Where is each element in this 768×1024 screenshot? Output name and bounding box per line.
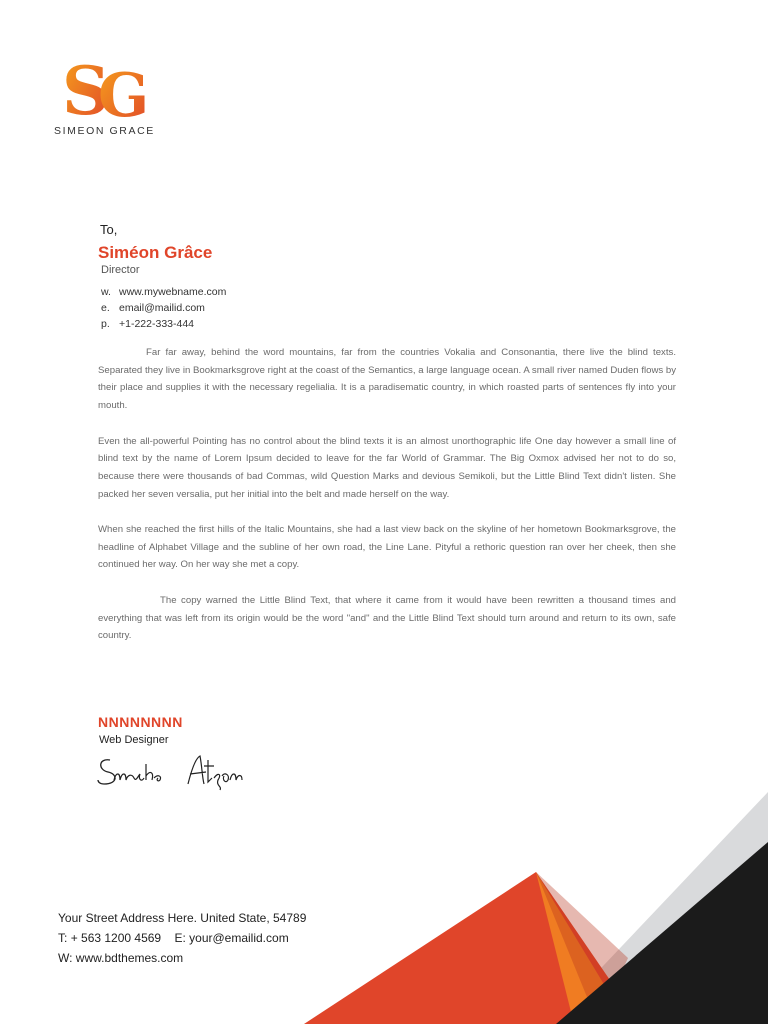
- footer-email: your@emailid.com: [189, 931, 289, 945]
- contact-website: [101, 284, 226, 300]
- signatory-name: NNNNNNNN: [98, 714, 183, 730]
- brand-logo: [52, 52, 162, 142]
- body-paragraph: Even the all-powerful Pointing has no control about the blind texts it is an almost unorthographic life One day however a small line of blind text by the name of Lorem Ipsum decided to leave for the far World of Grammar. The Big Oxmox advised her not to do so, because there were thousands of bad Commas, wild Question Marks and devious Semikoli, but the Little Blind Text didn't listen. She packed her seven versalia, put her initial into the belt and made herself on the way.: [98, 435, 676, 500]
- body-paragraph: The copy warned the Little Blind Text, that where it came from it would have been rewritten a thousand times and everything that was left from its origin would be the word "and" and the Little Blind Text should turn around and return to its own, safe country.: [98, 594, 676, 642]
- footer-web: www.bdthemes.com: [75, 951, 184, 965]
- contact-label: p.: [101, 318, 110, 330]
- footer-web-row: [58, 948, 306, 968]
- recipient-contacts: [101, 284, 226, 332]
- letter-body: [98, 344, 676, 663]
- body-paragraph: When she reached the first hills of the Italic Mountains, she had a last view back on the skyline of her hometown Bookmarksgrove, the headline of Alphabet Village and the subline of her own road, the Line Lane. Pityful a rethoric question ran over her cheek, then she continued her way. On her way she met a copy.: [98, 524, 676, 571]
- svg-text:G: G: [98, 61, 150, 124]
- handwritten-signature: [96, 750, 256, 794]
- signatory-role: Web Designer: [99, 734, 169, 746]
- recipient-title: Director: [101, 264, 140, 276]
- contact-value: +1-222-333-444: [119, 318, 195, 330]
- body-paragraph: Far far away, behind the word mountains, far from the countries Vokalia and Consonantia, there live the blind texts. Separated they live in Bookmarksgrove right at the coast of the Semantics, a large language ocean. A small river named Duden flows by their place and supplies it with the necessary regelialia. It is a paradisematic country, in which roasted parts of sentences fly into your mouth.: [98, 347, 676, 412]
- contact-label: e.: [101, 302, 110, 314]
- recipient-name: Siméon Grâce: [98, 243, 213, 262]
- contact-label: w.: [101, 286, 111, 298]
- contact-phone: [101, 316, 226, 332]
- contact-email: [101, 300, 226, 316]
- web-label: W:: [58, 951, 73, 965]
- footer-phone: + 563 1200 4569: [70, 931, 162, 945]
- footer-contact: [58, 908, 306, 968]
- footer-address: Your Street Address Here. United State, 54789: [58, 911, 307, 925]
- brand-name: SIMEON GRACE: [54, 125, 155, 137]
- salutation: To,: [100, 222, 118, 237]
- contact-value: email@mailid.com: [119, 302, 205, 314]
- svg-text:S: S: [62, 54, 110, 124]
- footer-phone-email: [58, 928, 306, 948]
- phone-label: T:: [58, 931, 68, 945]
- monogram-icon: [62, 54, 152, 124]
- contact-value: www.mywebname.com: [119, 286, 227, 298]
- email-label: E:: [174, 931, 186, 945]
